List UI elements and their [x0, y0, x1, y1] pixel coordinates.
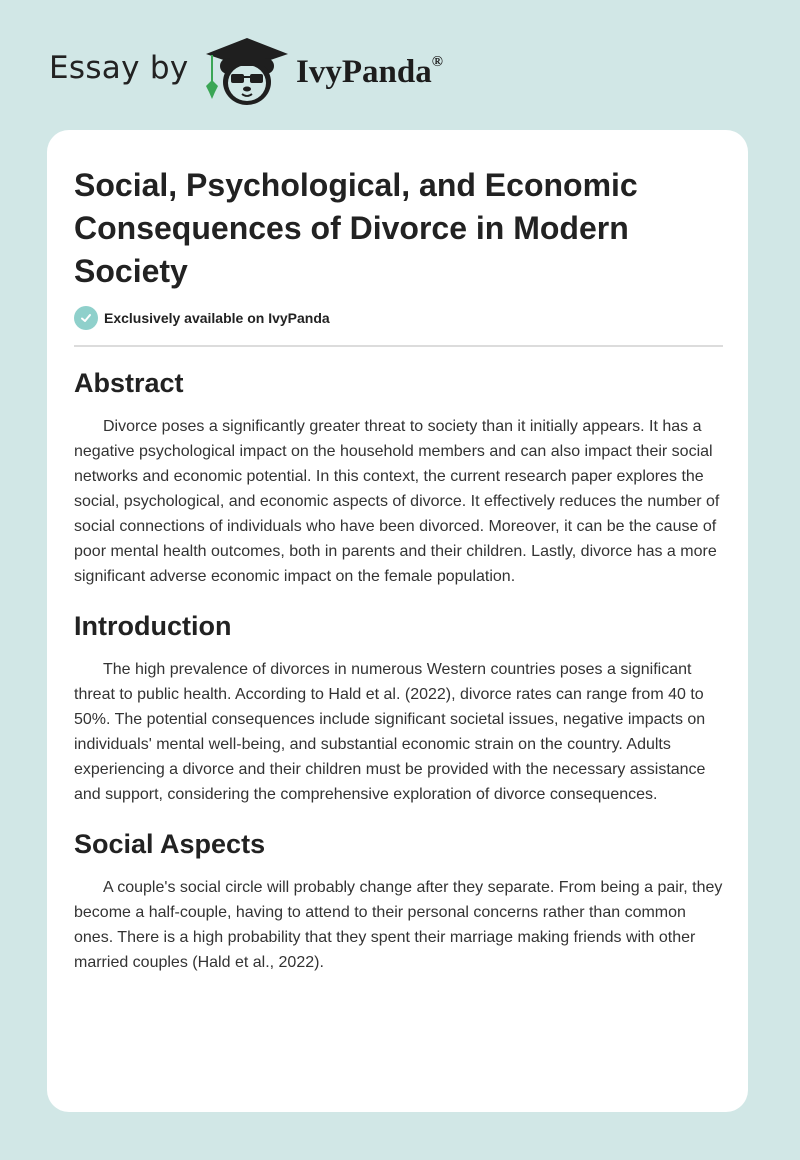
section-heading: Abstract — [74, 368, 184, 398]
exclusive-text: Exclusively available on IvyPanda — [104, 310, 330, 326]
section-social-aspects — [74, 827, 724, 975]
exclusive-badge — [74, 306, 330, 330]
check-circle-icon — [74, 306, 98, 330]
divider — [74, 345, 723, 347]
essay-card — [47, 130, 748, 1112]
site-header — [0, 0, 800, 130]
section-heading: Social Aspects — [74, 829, 266, 859]
brand-name: IvyPanda — [296, 54, 432, 90]
section-paragraph: The high prevalence of divorces in numerous Western countries poses a significant threat to public health. According to Hald et al. (2022), divorce rates can range from 40 to 50%. The potential consequences include significant societal issues, negative impacts on individuals' mental well-being, and substantial economic strain on the country. Adults experiencing a divorce and their children must be provided with the necessary assistance and support, considering the comprehensive exploration of divorce consequences. — [74, 661, 706, 803]
section-heading: Introduction — [74, 611, 232, 641]
essay-content — [74, 366, 724, 995]
section-paragraph: Divorce poses a significantly greater threat to society than it initially appears. It has a negative psychological impact on the household members and can also impact their social networks and economic potential. In this context, the current research paper explores the social, psychological, and economic aspects of divorce. It effectively reduces the number of social connections of individuals who have been divorced. Moreover, it can be the cause of poor mental health outcomes, both in parents and their children. Lastly, divorce has a more significant adverse economic impact on the female population. — [74, 418, 720, 585]
brand-logo[interactable] — [296, 54, 443, 91]
section-paragraph: A couple's social circle will probably change after they separate. From being a pair, they become a half-couple, having to attend to their personal concerns rather than common ones. There is a high probability that they spent their marriage making friends with other married couples (Hald et al., 2022). — [74, 879, 723, 971]
registered-mark: ® — [431, 54, 443, 70]
section-abstract — [74, 366, 724, 589]
essay-by-label: Essay by — [49, 50, 189, 86]
panda-graduation-cap-icon[interactable] — [202, 36, 292, 108]
page-title: Social, Psychological, and Economic Consequences of Divorce in Modern Society — [74, 167, 638, 289]
section-introduction — [74, 609, 724, 807]
